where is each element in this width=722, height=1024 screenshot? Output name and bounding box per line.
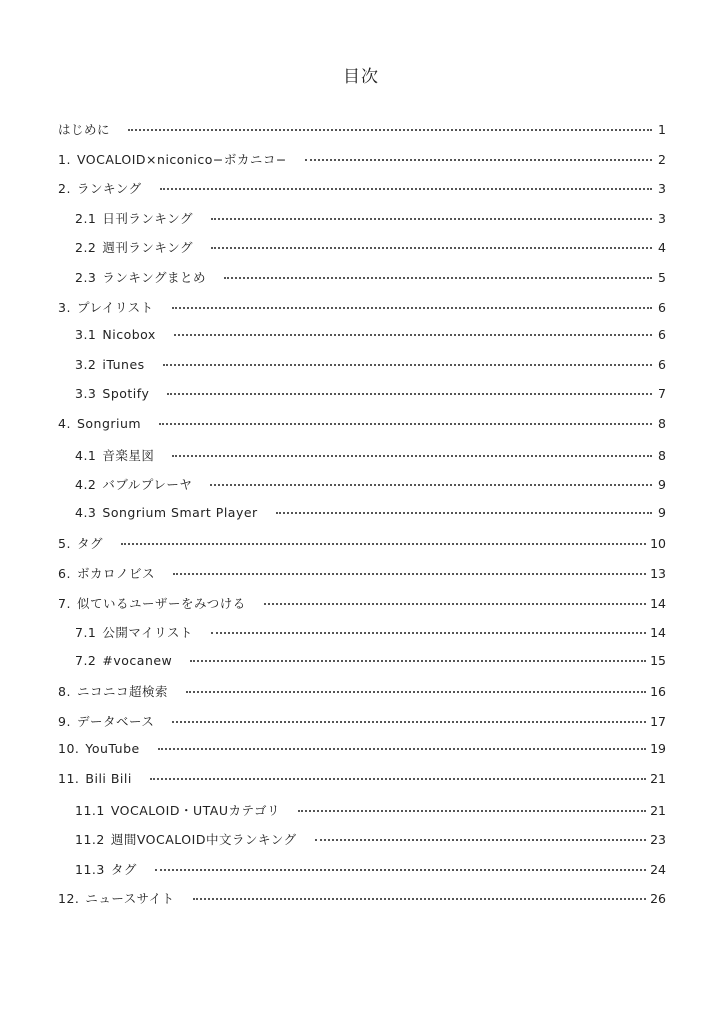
toc-entry-label	[58, 594, 246, 612]
dot-leader	[211, 631, 646, 634]
toc-entry-number: 4.1	[75, 447, 97, 463]
dot-leader	[276, 511, 652, 514]
toc-page-number: 23	[650, 832, 666, 848]
toc-entry[interactable]	[58, 505, 666, 535]
toc-entry[interactable]	[58, 298, 666, 328]
toc-entry-number: 11.1	[75, 802, 105, 818]
toc-entry-text: 週刊ランキング	[102, 240, 194, 256]
toc-entry[interactable]	[58, 564, 666, 594]
toc-entry[interactable]	[58, 534, 666, 564]
toc-entry-text: はじめに	[58, 122, 111, 137]
toc-page-number: 21	[650, 771, 666, 787]
toc-page-number: 19	[650, 741, 666, 757]
page-title: 目次	[343, 67, 379, 87]
toc-entry-label	[75, 801, 280, 819]
toc-page-number: 26	[650, 891, 666, 907]
toc-entry-text: Songrium Smart Player	[102, 504, 258, 520]
toc-entry-number: 11.3	[75, 861, 105, 877]
toc-entry-text: データベース	[76, 713, 155, 729]
toc-page-number: 21	[650, 802, 666, 818]
dot-leader	[128, 128, 652, 131]
toc-entry[interactable]	[58, 623, 666, 653]
toc-entry[interactable]	[58, 712, 666, 742]
toc-entry-label	[75, 238, 193, 256]
toc-entry-number: 2.	[58, 181, 71, 197]
toc-page-number: 16	[650, 684, 666, 700]
dot-leader	[186, 690, 646, 693]
toc-entry-text: 日刊ランキング	[102, 210, 194, 226]
toc-entry-number: 9.	[58, 713, 71, 729]
toc-entry-label	[58, 889, 175, 907]
dot-leader	[264, 602, 646, 605]
toc-entry[interactable]	[58, 830, 666, 860]
toc-entry[interactable]	[58, 889, 666, 919]
toc-entry[interactable]	[58, 386, 666, 416]
dot-leader	[211, 217, 652, 220]
toc-entry-label	[75, 357, 145, 372]
toc-entry-number: 5.	[58, 536, 71, 552]
dot-leader	[158, 747, 646, 750]
toc-page-number: 14	[650, 625, 666, 641]
toc-entry-text: 似ているユーザーをみつける	[76, 595, 246, 611]
toc-entry-number: 10.	[58, 741, 80, 757]
toc-entry[interactable]	[58, 446, 666, 476]
toc-entry[interactable]	[58, 238, 666, 268]
toc-entry-text: ニコニコ超検索	[76, 684, 168, 700]
toc-entry-label	[58, 712, 154, 730]
toc-entry-text: iTunes	[102, 356, 145, 372]
toc-entry-label	[75, 268, 206, 286]
toc-entry[interactable]	[58, 327, 666, 357]
toc-entry-label	[75, 653, 172, 668]
toc-entry-label	[75, 386, 149, 401]
toc-entry-label	[58, 682, 168, 700]
toc-entry-label	[58, 771, 132, 786]
dot-leader	[211, 246, 652, 249]
toc-page-number: 1	[658, 122, 666, 137]
toc-page-number: 7	[658, 386, 666, 402]
toc-entry[interactable]	[58, 150, 666, 180]
toc-page-number: 8	[658, 415, 666, 431]
toc-entry[interactable]	[58, 179, 666, 209]
toc-page-number: 2	[658, 151, 666, 167]
toc-entry-number: 7.	[58, 595, 71, 611]
toc-page-number: 3	[658, 181, 666, 197]
toc-page-number: 17	[650, 713, 666, 729]
toc-entry[interactable]	[58, 416, 666, 446]
toc-entry-text: ランキングまとめ	[102, 269, 207, 285]
toc-entry-number: 6.	[58, 565, 71, 581]
dot-leader	[210, 483, 652, 486]
toc-entry-label	[58, 179, 142, 197]
toc-page-number: 9	[658, 504, 666, 520]
toc-page-number: 10	[650, 536, 666, 552]
toc-entry-number: 3.	[58, 299, 71, 315]
toc-entry-label	[58, 534, 103, 552]
toc-entry-number: 4.3	[75, 504, 97, 520]
dot-leader	[150, 777, 646, 780]
toc-page-number: 15	[650, 652, 666, 668]
toc-page-number: 9	[658, 477, 666, 493]
toc-entry[interactable]	[58, 120, 666, 150]
toc-page-number: 6	[658, 356, 666, 372]
toc-entry-label	[75, 475, 192, 493]
toc-entry-text: VOCALOID×niconico−ボカニコ−	[76, 151, 287, 167]
toc-entry-label	[58, 416, 141, 431]
toc-entry-text: ニュースサイト	[85, 891, 175, 907]
toc-entry[interactable]	[58, 801, 666, 831]
toc-page-number: 13	[650, 565, 666, 581]
toc-entry-label	[75, 209, 193, 227]
toc-entry-label	[75, 446, 154, 464]
toc-entry-number: 4.2	[75, 477, 97, 493]
dot-leader	[155, 868, 646, 871]
dot-leader	[172, 306, 652, 309]
toc-entry[interactable]	[58, 860, 666, 890]
toc-entry-label	[75, 860, 137, 878]
toc-entry-label	[58, 564, 155, 582]
toc-page-number: 14	[650, 595, 666, 611]
toc-entry-number: 7.2	[75, 652, 97, 668]
toc-entry-text: プレイリスト	[76, 299, 154, 315]
toc-page-number: 3	[658, 210, 666, 226]
dot-leader	[193, 897, 646, 900]
toc-entry-text: Spotify	[102, 386, 150, 402]
toc-entry[interactable]	[58, 475, 666, 505]
toc-entry-text: ボカロノビス	[76, 565, 155, 581]
toc-entry-text: 週間VOCALOID中文ランキング	[110, 832, 297, 848]
dot-leader	[190, 659, 646, 662]
dot-leader	[224, 276, 652, 279]
toc-entry-text: VOCALOID・UTAUカテゴリ	[110, 802, 280, 818]
toc-entry-text: バブルプレーヤ	[102, 477, 193, 493]
toc-entry-number: 11.	[58, 771, 80, 787]
toc-entry-text: YouTube	[85, 741, 140, 757]
dot-leader	[298, 809, 646, 812]
toc-entry-number: 4.	[58, 415, 71, 431]
dot-leader	[160, 187, 652, 190]
toc-entry[interactable]	[58, 357, 666, 387]
toc-entry-number: 11.2	[75, 832, 105, 848]
dot-leader	[172, 720, 646, 723]
toc-entry-label	[75, 623, 193, 641]
toc-page-number: 4	[658, 240, 666, 256]
dot-leader	[163, 363, 652, 366]
toc-entry-number: 2.2	[75, 240, 97, 256]
toc-entry-label	[75, 505, 258, 520]
toc-entry[interactable]	[58, 771, 666, 801]
toc-page-number: 5	[658, 269, 666, 285]
toc-entry[interactable]	[58, 209, 666, 239]
toc-entry-label	[58, 298, 154, 316]
toc-entry[interactable]	[58, 594, 666, 624]
toc-entry-label	[75, 830, 297, 848]
toc-page-number: 8	[658, 447, 666, 463]
toc-entry-number: 3.1	[75, 327, 97, 343]
dot-leader	[305, 158, 652, 161]
toc-entry[interactable]	[58, 741, 666, 771]
dot-leader	[159, 422, 652, 425]
dot-leader	[167, 392, 652, 395]
toc-entry-number: 7.1	[75, 625, 97, 641]
toc-entry-text: Bili Bili	[85, 771, 132, 787]
table-of-contents	[58, 120, 666, 919]
toc-entry-number: 3.2	[75, 356, 97, 372]
toc-entry-text: #vocanew	[102, 652, 173, 668]
toc-entry-number: 2.3	[75, 269, 97, 285]
toc-entry-number: 8.	[58, 684, 71, 700]
toc-page-number: 6	[658, 299, 666, 315]
toc-entry-label	[58, 150, 287, 168]
dot-leader	[315, 838, 647, 841]
toc-entry-label	[58, 120, 110, 138]
toc-entry-label	[58, 741, 140, 756]
dot-leader	[173, 572, 646, 575]
dot-leader	[172, 454, 652, 457]
toc-entry-text: Songrium	[76, 415, 142, 431]
toc-entry-text: ランキング	[76, 181, 142, 197]
toc-entry[interactable]	[58, 653, 666, 683]
toc-entry-number: 2.1	[75, 210, 97, 226]
toc-entry-text: 音楽星図	[102, 447, 155, 463]
dot-leader	[174, 333, 652, 336]
toc-entry-number: 1.	[58, 151, 71, 167]
dot-leader	[121, 542, 646, 545]
toc-page-number: 6	[658, 327, 666, 343]
toc-entry-text: タグ	[76, 536, 103, 552]
toc-page-number: 24	[650, 861, 666, 877]
toc-entry-text: タグ	[110, 861, 137, 877]
toc-entry-label	[75, 327, 156, 342]
toc-entry[interactable]	[58, 268, 666, 298]
toc-entry[interactable]	[58, 682, 666, 712]
toc-entry-number: 3.3	[75, 386, 97, 402]
toc-entry-number: 12.	[58, 891, 80, 907]
toc-entry-text: Nicobox	[102, 327, 156, 343]
toc-entry-text: 公開マイリスト	[102, 625, 193, 641]
